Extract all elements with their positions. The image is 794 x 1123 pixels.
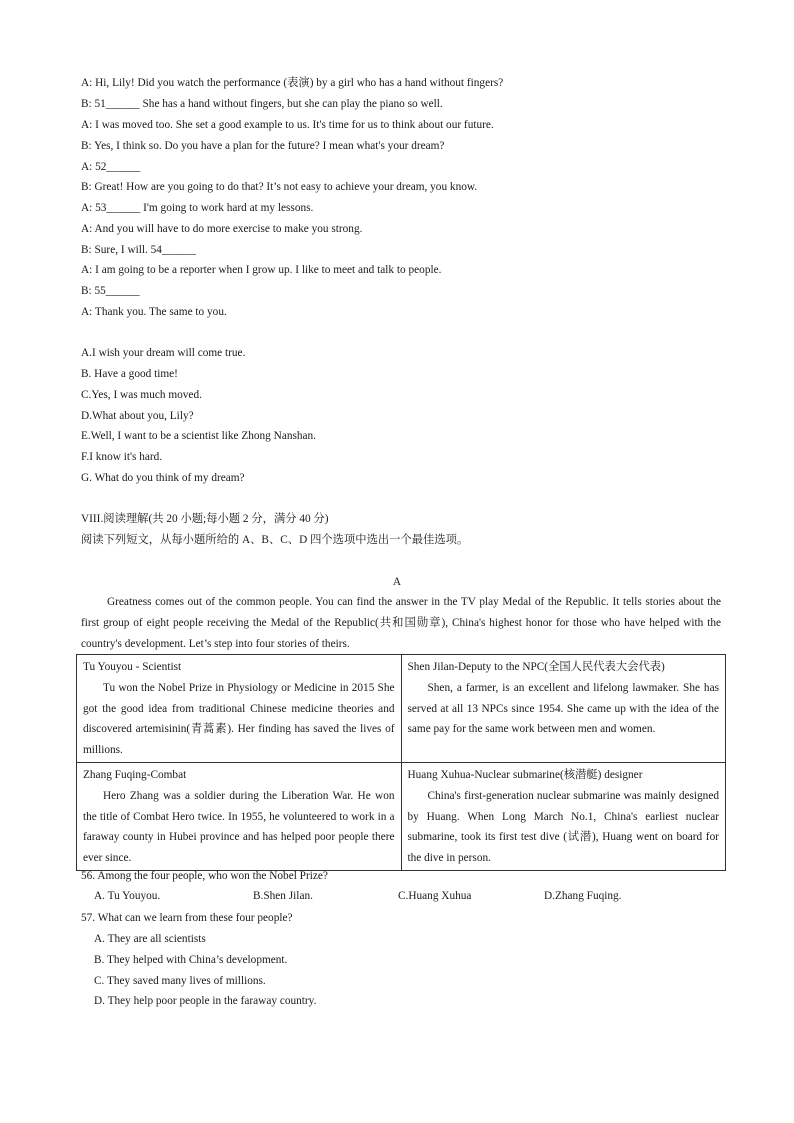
choice-option: E.Well, I want to be a scientist like Zhong Nanshan.: [81, 430, 317, 442]
cell-heading: Shen Jilan-Deputy to the NPC(全国人民代表大会代表): [407, 661, 665, 673]
section-instruction: 阅读下列短文，从每小题所给的 A、B、C、D 四个选项中选出一个最佳选项。: [81, 534, 469, 546]
table-row: [77, 762, 726, 870]
passage-intro-text: Greatness comes out of the common people. You can find the answer in the TV play Medal of the Republic. It tells stories about the first group of eight people receiving the Medal of the Republic(共和国勋章), China's highest honor for those who have helped with the country's development. Let’s step into four stories of theirs.: [81, 596, 721, 650]
table-row: [77, 655, 726, 763]
cell-text: Shen, a farmer, is an excellent and lifelong lawmaker. She has served at all 13 NPCs since 1954. She came up with the idea of the same pay for the same work between men and women.: [407, 681, 719, 736]
question-56-options: [81, 888, 721, 904]
question-57-option-d: D. They help poor people in the faraway country.: [94, 995, 317, 1007]
cell-text: Tu won the Nobel Prize in Physiology or Medicine in 2015 She got the good idea from traditional Chinese medicine theories and discovered artemisinin(青蒿素). Her finding has saved the lives of millions.: [83, 681, 395, 757]
dialogue-line: A: I was moved too. She set a good example to us. It's time for us to think about our future.: [81, 119, 494, 131]
people-table: [76, 654, 726, 871]
choice-option: A.I wish your dream will come true.: [81, 347, 246, 359]
table-cell: [77, 762, 402, 870]
cell-heading: Zhang Fuqing-Combat: [83, 768, 187, 781]
question-56-stem: 56. Among the four people, who won the Nobel Prize?: [81, 870, 328, 882]
choice-option: B. Have a good time!: [81, 368, 178, 380]
table-cell: [77, 655, 402, 763]
dialogue-line: A: 53______ I'm going to work hard at my lessons.: [81, 202, 314, 214]
section-title: VIII.阅读理解(共 20 小题;每小题 2 分，满分 40 分): [81, 513, 329, 525]
table-cell: [401, 762, 726, 870]
question-57-stem: 57. What can we learn from these four people?: [81, 912, 293, 924]
question-56-option-d: D.Zhang Fuqing.: [544, 890, 622, 902]
dialogue-line: B: Great! How are you going to do that? It’s not easy to achieve your dream, you know.: [81, 181, 478, 193]
dialogue-line: A: 52______: [81, 161, 141, 173]
dialogue-line: A: Thank you. The same to you.: [81, 306, 227, 318]
choice-option: F.I know it's hard.: [81, 451, 163, 463]
question-56-option-a: A. Tu Youyou.: [94, 890, 161, 902]
cell-heading: Huang Xuhua-Nuclear submarine(核潜艇) designer: [407, 768, 643, 781]
passage-intro: [81, 592, 721, 654]
question-56-option-c: C.Huang Xuhua: [398, 890, 472, 902]
question-57-option-c: C. They saved many lives of millions.: [94, 975, 266, 987]
dialogue-line: B: 51______ She has a hand without fingers, but she can play the piano so well.: [81, 98, 443, 110]
passage-letter: A: [392, 576, 402, 588]
dialogue-line: B: 55______: [81, 285, 140, 297]
dialogue-line: A: And you will have to do more exercise to make you strong.: [81, 223, 363, 235]
dialogue-line: B: Yes, I think so. Do you have a plan for the future? I mean what's your dream?: [81, 140, 445, 152]
question-56-option-b: B.Shen Jilan.: [253, 890, 313, 902]
dialogue-line: B: Sure, I will. 54______: [81, 244, 196, 256]
table-cell: [401, 655, 726, 763]
question-57-option-b: B. They helped with China’s development.: [94, 954, 288, 966]
choice-option: C.Yes, I was much moved.: [81, 389, 202, 401]
choice-option: G. What do you think of my dream?: [81, 472, 245, 484]
choice-option: D.What about you, Lily?: [81, 410, 194, 422]
cell-text: Hero Zhang was a soldier during the Liberation War. He won the title of Combat Hero twice. In 1955, he volunteered to work in a faraway county in Hubei province and has helped poor people there ever since.: [83, 789, 395, 865]
dialogue-line: A: Hi, Lily! Did you watch the performance (表演) by a girl who has a hand without fingers?: [81, 77, 504, 89]
dialogue-line: A: I am going to be a reporter when I grow up. I like to meet and talk to people.: [81, 264, 442, 276]
cell-text: China's first-generation nuclear submarine was mainly designed by Huang. When Long March No.1, China's earliest nuclear submarine, took its first test dive (试潜), Huang went on board for the dive in person.: [407, 789, 719, 865]
cell-heading: Tu Youyou - Scientist: [83, 661, 182, 673]
question-57-option-a: A. They are all scientists: [94, 933, 206, 945]
